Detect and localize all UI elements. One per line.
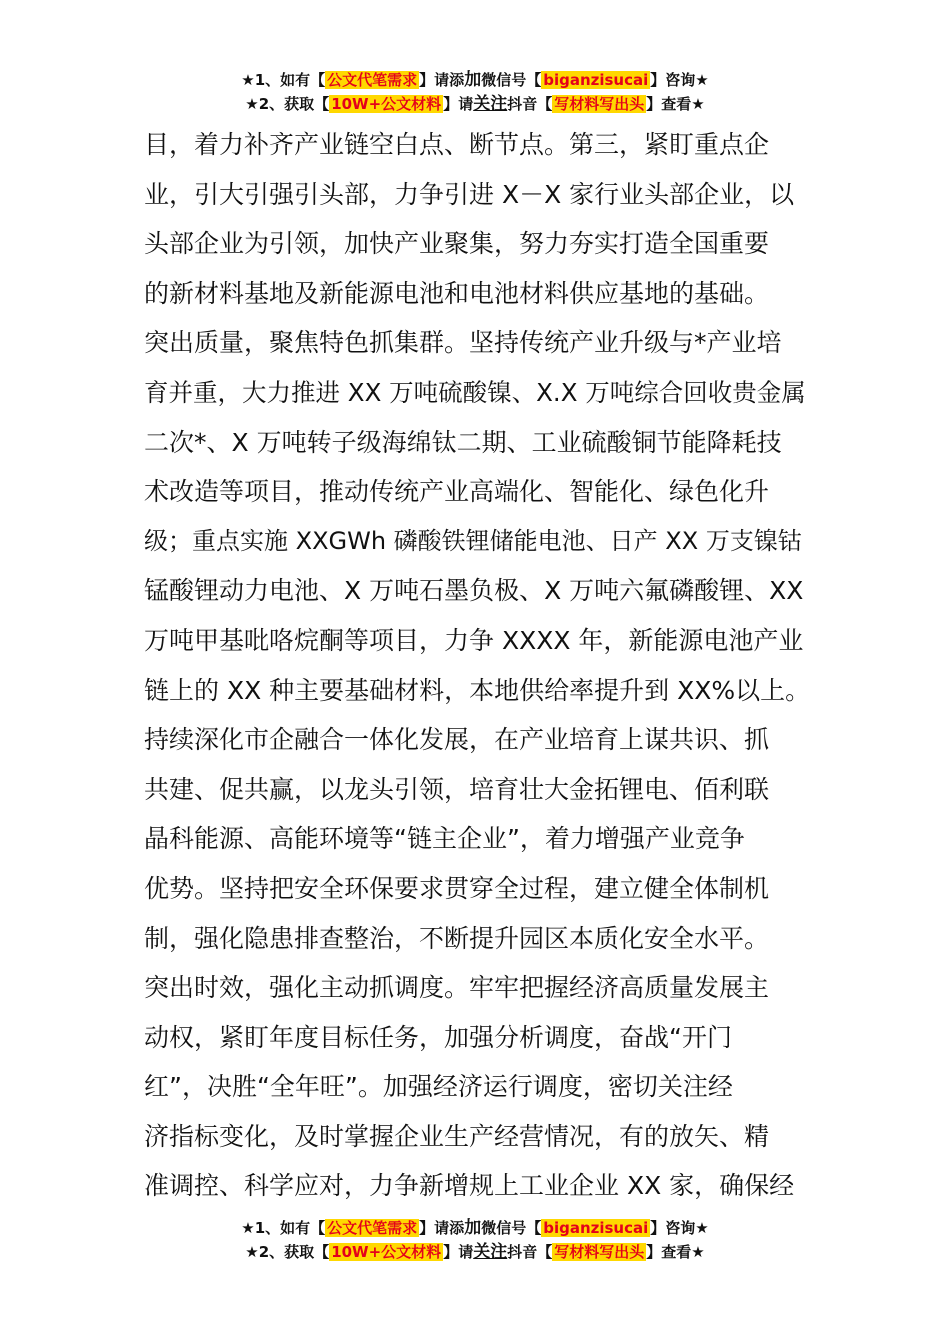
body-line: 术改造等项目，推动传统产业高端化、智能化、绿色化升 <box>144 477 770 507</box>
banner-text: 关注 <box>473 1242 508 1262</box>
highlight-materials: 10W+公文材料 <box>331 1243 442 1261</box>
banner-text: 关注 <box>473 94 508 114</box>
banner-text: 抖音【 <box>507 95 553 113</box>
body-line: 红”，决胜“全年旺”。加强经济运行调度，密切关注经 <box>144 1072 733 1102</box>
highlight-douyin: 写材料写出头 <box>554 1243 645 1261</box>
banner-text: 】咨询★ <box>650 71 709 89</box>
body-line: 头部企业为引领，加快产业聚集，努力夯实打造全国重要 <box>144 229 770 259</box>
body-line: 链上的 XX 种主要基础材料，本地供给率提升到 XX%以上。 <box>144 675 811 705</box>
body-line: 万吨甲基吡咯烷酮等项目，力争 XXXX 年，新能源电池产业 <box>144 625 804 655</box>
banner-text: 】请 <box>443 95 474 113</box>
body-line: 二次*、X 万吨转子级海绵钛二期、工业硫酸铜节能降耗技 <box>144 427 782 457</box>
body-line: 准调控、科学应对，力争新增规上工业企业 XX 家，确保经 <box>144 1171 795 1201</box>
banner-text: 微信号【 <box>481 71 542 89</box>
banner-text: 】查看★ <box>646 95 705 113</box>
banner-text: 抖音【 <box>507 1243 553 1261</box>
body-line: 优势。坚持把安全环保要求贯穿全过程，建立健全体制机 <box>144 873 770 903</box>
body-line: 济指标变化，及时掌握企业生产经营情况，有的放矢、精 <box>144 1121 770 1151</box>
body-line: 突出质量，聚焦特色抓集群。坚持传统产业升级与*产业培 <box>144 328 782 358</box>
highlight-materials: 10W+公文材料 <box>331 95 442 113</box>
body-line: 持续深化市企融合一体化发展，在产业培育上谋共识、抓 <box>144 725 770 755</box>
banner-text: 】咨询★ <box>650 1219 709 1237</box>
body-line: 动权，紧盯年度目标任务，加强分析调度，奋战“开门 <box>144 1022 732 1052</box>
banner-line-1 <box>0 1216 950 1240</box>
highlight-douyin: 写材料写出头 <box>554 95 645 113</box>
body-line: 的新材料基地及新能源电池和电池材料供应基地的基础。 <box>144 278 770 308</box>
body-line: 晶科能源、高能环境等“链主企业”，着力增强产业竞争 <box>144 824 745 854</box>
banner-text: ★1、如有【 <box>241 1219 326 1237</box>
banner-text: 】查看★ <box>646 1243 705 1261</box>
footer-banner <box>0 1216 950 1264</box>
body-line: 突出时效，强化主动抓调度。牢牢把握经济高质量发展主 <box>144 973 770 1003</box>
banner-line-1 <box>0 68 950 92</box>
highlight-service: 公文代笔需求 <box>327 1219 418 1237</box>
highlight-wechat-id: biganzisucai <box>543 1219 649 1237</box>
document-body <box>144 120 814 1211</box>
banner-text: 】请添 <box>419 71 465 89</box>
banner-text: ★1、如有【 <box>241 71 326 89</box>
banner-text: 加 <box>464 1218 482 1238</box>
body-line: 制，强化隐患排查整治，不断提升园区本质化安全水平。 <box>144 923 770 953</box>
banner-line-2 <box>0 1240 950 1264</box>
banner-text: ★2、获取【 <box>245 1243 330 1261</box>
banner-line-2 <box>0 92 950 116</box>
banner-text: 】请 <box>443 1243 474 1261</box>
body-line: 育并重，大力推进 XX 万吨硫酸镍、X.X 万吨综合回收贵金属 <box>144 377 806 407</box>
body-line: 级；重点实施 XXGWh 磷酸铁锂储能电池、日产 XX 万支镍钴 <box>144 526 802 555</box>
highlight-wechat-id: biganzisucai <box>543 71 649 89</box>
body-line: 业，引大引强引头部，力争引进 X－X 家行业头部企业，以 <box>144 179 795 209</box>
banner-text: 加 <box>464 70 482 90</box>
banner-text: 】请添 <box>419 1219 465 1237</box>
highlight-service: 公文代笔需求 <box>327 71 418 89</box>
body-line: 锰酸锂动力电池、X 万吨石墨负极、X 万吨六氟磷酸锂、XX <box>144 576 804 606</box>
banner-text: ★2、获取【 <box>245 95 330 113</box>
body-line: 共建、促共赢，以龙头引领，培育壮大金拓锂电、佰利联 <box>144 774 770 804</box>
header-banner <box>0 68 950 116</box>
banner-text: 微信号【 <box>481 1219 542 1237</box>
body-line: 目，着力补齐产业链空白点、断节点。第三，紧盯重点企 <box>144 130 770 159</box>
